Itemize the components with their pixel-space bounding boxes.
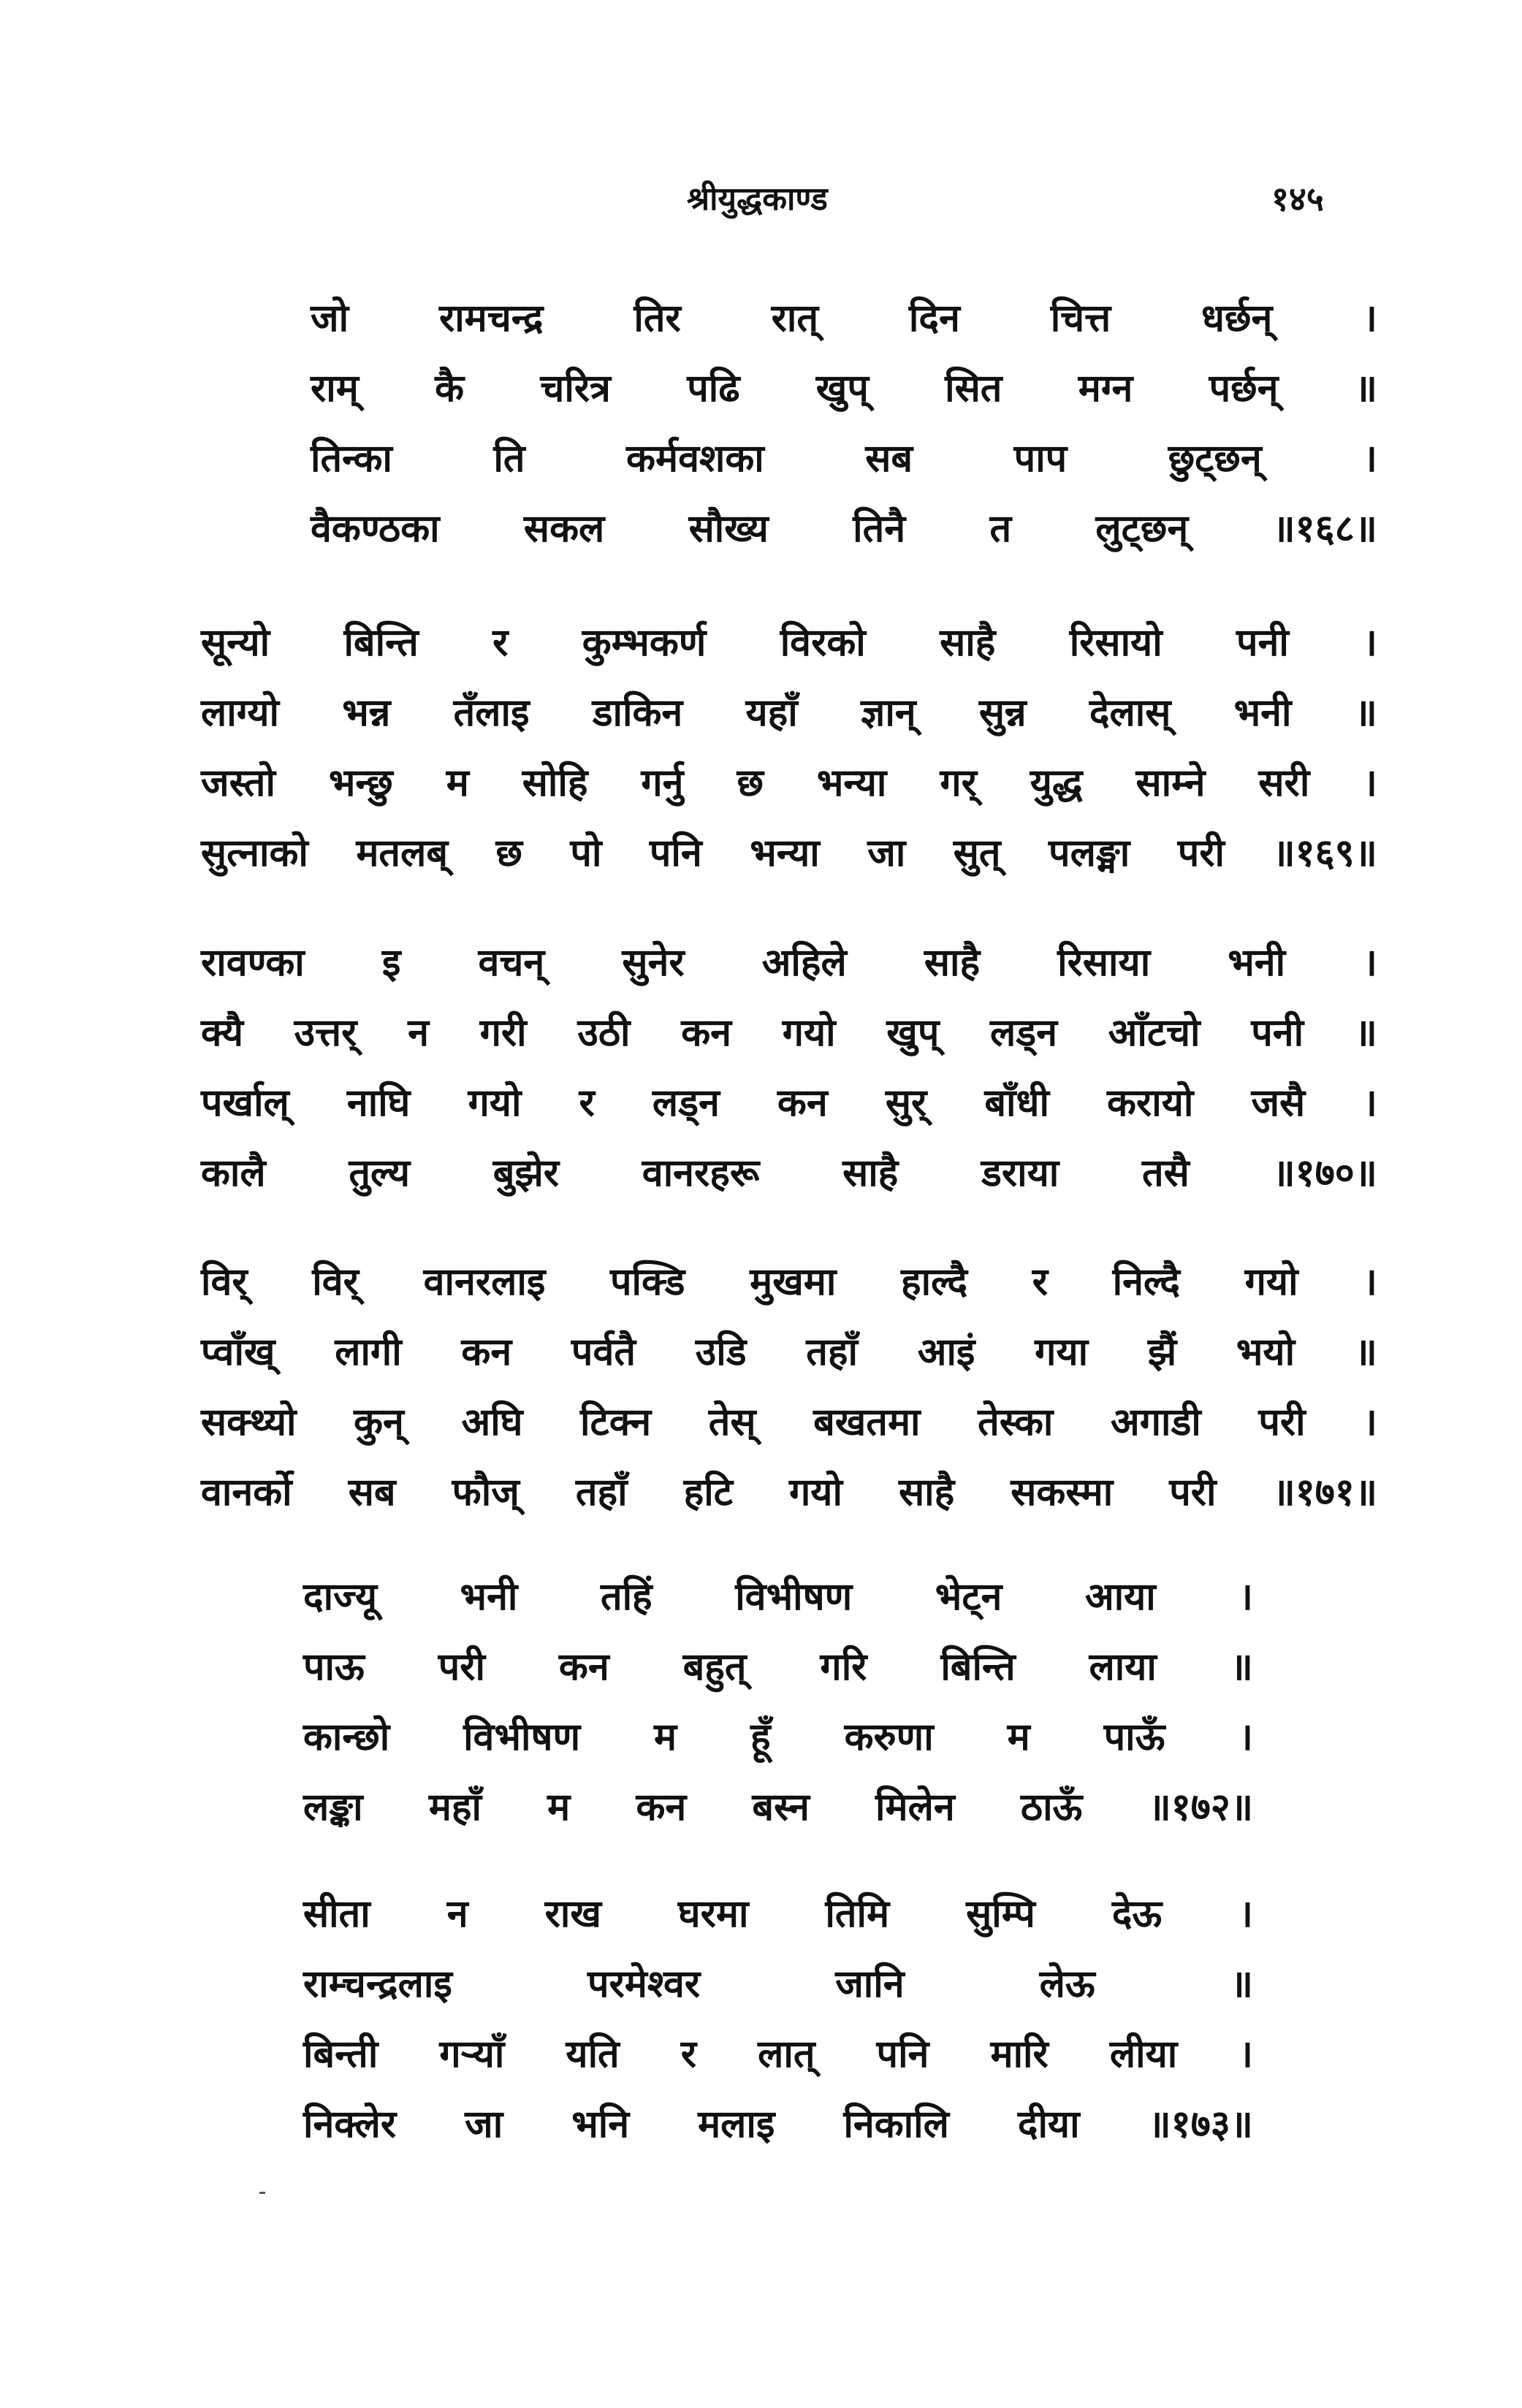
verse-word: लड्न [652,1081,720,1125]
verse-word: अगाडी [1110,1401,1201,1444]
stanza-170 [201,935,1377,1216]
stanza-172 [303,1569,1253,1850]
verse-word: सब [348,1471,396,1514]
verse-word: तँलाइ [453,691,530,735]
verse-word: कुन् [354,1401,404,1444]
verse-word: पर्वतै [571,1330,636,1374]
verse-word: डराया [981,1151,1059,1195]
verse-word: । [1363,297,1377,340]
verse-word: परी [1177,831,1225,875]
verse-word: लाग्यो [201,691,279,735]
verse-word: ॥१७३॥ [1148,2103,1253,2146]
verse-word: चरित्र [540,367,611,411]
verse-word: लाया [1089,1645,1157,1689]
verse-word: सीता [303,1892,370,1936]
verse-word: आँटचो [1108,1011,1201,1055]
verse-word: ज्ञान् [860,691,916,735]
verse-word: यहाँ [745,691,798,735]
page-number: १४५ [1271,179,1324,218]
verse-word: मतलब् [356,831,449,875]
verse-word: ॥ [1230,1645,1253,1689]
verse-line [303,1780,1253,1850]
verse-word: र [1032,1260,1049,1304]
verse-word: परी [1258,1401,1306,1444]
verse-word: फौज् [452,1471,520,1514]
verse-word: परी [438,1645,485,1689]
verse-word: सकस्मा [1011,1471,1114,1514]
verse-line [303,2097,1253,2167]
verse-word: नाघि [346,1081,411,1125]
verse-word: लीया [1109,2032,1178,2076]
verse-word: गयो [782,1011,836,1055]
verse-word: बाँधी [984,1081,1049,1125]
verse-word: तेस्का [978,1401,1054,1444]
verse-line [303,1886,1253,1956]
verse-word: छ [737,761,764,805]
verse-word: साहै [842,1151,899,1195]
verse-word: उठी [577,1011,631,1055]
verse-line [201,1465,1377,1535]
verse-word: कन [558,1645,609,1689]
verse-line [201,1395,1377,1465]
verse-word: कन [777,1081,828,1125]
verse-word: विर् [312,1260,359,1304]
verse-word: पर्छन् [1209,367,1279,411]
verse-word: बुझेर [492,1151,560,1195]
verse-word: तहिं [600,1575,652,1619]
verse-line [201,1005,1377,1075]
verse-word: तहाँ [806,1330,859,1374]
verse-word: मिलेन [875,1786,955,1829]
verse-word: म [1007,1715,1030,1759]
verse-word: पो [570,831,602,875]
verse-word: । [1363,761,1377,805]
verse-word: लेऊ [1039,1962,1095,2006]
verse-word: बिन्ती [303,2032,378,2076]
verse-word: ठाऊँ [1020,1786,1083,1829]
verse-word: तेस् [708,1401,756,1444]
verse-word: मलाइ [698,2103,775,2146]
verse-word: सक्थ्यो [201,1401,297,1444]
verse-word: निक्लेर [303,2103,397,2146]
verse-word: पक्डि [610,1260,685,1304]
verse-word: तहाँ [575,1471,628,1514]
verse-word: गया [1035,1330,1089,1374]
verse-word: उत्तर् [294,1011,357,1055]
verse-word: जानि [835,1962,905,2006]
verse-word: । [1238,1715,1253,1759]
verse-word: तुल्य [349,1151,410,1195]
verse-word: साहै [898,1471,955,1514]
verse-word: देलास् [1089,691,1171,735]
verse-word: आया [1084,1575,1156,1619]
verse-word: हाल्दै [900,1260,968,1304]
verse-word: वानरलाइ [423,1260,546,1304]
verse-word: अहिले [761,941,847,985]
verse-line [311,501,1377,571]
verse-line [201,1254,1377,1325]
verse-word: । [1238,1575,1253,1619]
verse-word: र [492,621,509,665]
verse-word: जस्तो [201,761,275,805]
verse-word: तिन्का [311,437,392,481]
verse-word: सुम्पि [966,1892,1035,1936]
verse-word: राम्चन्द्रलाइ [303,1962,452,2006]
verse-word: दिन [908,297,960,340]
verse-word: लड्न [990,1011,1057,1055]
verse-word: गर् [940,761,977,805]
verse-word: । [1238,2032,1253,2076]
verse-word: कन [636,1786,687,1829]
verse-word: राख [544,1892,601,1936]
verse-word: पनि [649,831,702,875]
verse-word: गरि [820,1645,867,1689]
verse-word: लागी [335,1330,402,1374]
verse-line [201,755,1377,826]
verse-word: सौख्य [688,507,769,551]
verse-line [201,1325,1377,1395]
verse-word: दीया [1017,2103,1080,2146]
verse-word: खुप् [815,367,869,411]
verse-line [311,291,1377,361]
verse-word: अघि [461,1401,523,1444]
verse-word: साम्ने [1135,761,1206,805]
verse-word: साहै [924,941,981,985]
verse-line [303,1639,1253,1710]
verse-word: र [579,1081,595,1125]
verse-word: भनी [1228,941,1286,985]
verse-word: पाऊँ [1103,1715,1165,1759]
verse-word: र [680,2032,697,2076]
verse-word: पनी [1251,1011,1304,1055]
verse-word: कन [681,1011,731,1055]
verse-word: मारि [990,2032,1049,2076]
verse-line [201,1075,1377,1146]
verse-word: चित्त [1050,297,1111,340]
verse-word: सून्यो [201,621,270,665]
verse-word: कुम्भकर्ण [582,621,707,665]
verse-word: गयो [468,1081,522,1125]
verse-word: न [446,1892,468,1936]
verse-line [303,1569,1253,1639]
verse-word: गरी [479,1011,527,1055]
verse-word: । [1363,1401,1377,1444]
verse-word: बहुत् [682,1645,747,1689]
verse-word: सकल [523,507,605,551]
verse-word: आइं [917,1330,975,1374]
verse-word: परमेश्वर [587,1962,701,2006]
verse-word: डाकिन [592,691,683,735]
verse-word: विभीषण [463,1715,581,1759]
verse-word: पलङ्मा [1049,831,1130,875]
verse-word: हटि [683,1471,733,1514]
verse-word: म [654,1715,677,1759]
verse-line [311,431,1377,501]
verse-word: जा [465,2103,503,2146]
verse-word: महाँ [428,1786,482,1829]
verse-word: मग्न [1078,367,1133,411]
verse-word: घरमा [677,1892,749,1936]
verse-word: । [1363,1081,1377,1125]
verse-word: देऊ [1111,1892,1163,1936]
verse-word: परी [1169,1471,1217,1514]
verse-word: गयो [789,1471,842,1514]
verse-word: ति [493,437,525,481]
verse-word: भयो [1236,1330,1295,1374]
verse-word: राम् [311,367,359,411]
stanza-173 [303,1886,1253,2167]
verse-word: वानरहरू [642,1151,760,1195]
verse-word: तिमि [825,1892,890,1936]
verse-word: रिसाया [1057,941,1151,985]
verse-word: बस्न [752,1786,810,1829]
verse-word: ॥ [1354,1011,1377,1055]
verse-line [201,1146,1377,1216]
verse-line [303,1956,1253,2027]
verse-word: लुट्छन् [1095,507,1189,551]
verse-line [311,361,1377,431]
verse-word: म [446,761,469,805]
verse-word: गर्‍याँ [439,2032,505,2076]
verse-word: भनि [571,2103,630,2146]
verse-word: । [1363,1260,1377,1304]
verse-word: निल्दै [1112,1260,1181,1304]
verse-word: करुणा [844,1715,934,1759]
verse-word: रात् [771,297,819,340]
verse-word: भन्या [816,761,887,805]
verse-line [201,826,1377,896]
verse-word: । [1363,621,1377,665]
verse-word: पढि [687,367,740,411]
verse-word: धर्छन् [1201,297,1273,340]
verse-word: कै [435,367,465,411]
verse-word: म [547,1786,571,1829]
verse-line [201,615,1377,685]
verse-word: ॥१६९॥ [1272,831,1377,875]
verse-word: वैकण्ठका [311,507,440,551]
verse-word: । [1363,437,1377,481]
verse-word: जो [311,297,349,340]
verse-word: खुप् [886,1011,940,1055]
verse-word: भन्न [342,691,391,735]
verse-word: विभीषण [735,1575,853,1619]
verse-word: सुत् [953,831,1001,875]
verse-word: ॥ [1354,1330,1377,1374]
verse-word: सुनेर [622,941,685,985]
verse-word: क्यै [201,1011,243,1055]
verse-word: मुखमा [750,1260,837,1304]
verse-word: ॥१६८॥ [1272,507,1377,551]
verse-line [303,1710,1253,1780]
verse-word: प्वाँख् [201,1330,275,1374]
verse-word: भेट्न [935,1575,1002,1619]
verse-word: ॥ [1230,1962,1253,2006]
verse-word: छुट्छन् [1168,437,1262,481]
page-header [0,175,1522,248]
verse-word: जा [867,831,906,875]
verse-word: पर्खाल् [201,1081,289,1125]
verse-word: हूँ [750,1715,771,1759]
stanza-168 [311,291,1377,571]
verse-word: सरी [1258,761,1310,805]
verse-word: करायो [1107,1081,1194,1125]
verse-word: लात् [758,2032,815,2076]
verse-word: रिसायो [1069,621,1163,665]
verse-word: दाज्यू [303,1575,377,1619]
verse-word: इ [381,941,401,985]
running-head: श्रीयुद्धकाण्ड [687,180,828,218]
stray-ink-mark [259,2192,265,2194]
verse-word: त [989,507,1012,551]
verse-word: ॥ [1354,367,1377,411]
verse-word: ॥१७०॥ [1272,1151,1377,1195]
verse-word: विर् [201,1260,248,1304]
verse-word: उडि [695,1330,747,1374]
verse-word: कन [461,1330,512,1374]
verse-word: कालै [201,1151,266,1195]
verse-word: झैं [1147,1330,1177,1374]
verse-word: सुत्नाको [201,831,308,875]
verse-word: टिक्न [580,1401,652,1444]
verse-word: साहै [940,621,996,665]
verse-word: । [1363,941,1377,985]
verse-word: भनी [1233,691,1292,735]
verse-word: भन्छु [328,761,393,805]
verse-word: भनी [460,1575,518,1619]
verse-word: गर्नु [641,761,684,805]
verse-word: पाऊ [303,1645,365,1689]
verse-word: ॥१७२॥ [1148,1786,1253,1829]
verse-word: यति [566,2032,620,2076]
stanza-169 [201,615,1377,896]
verse-line [201,935,1377,1005]
verse-word: तिर [633,297,681,340]
verse-word: ॥१७१॥ [1272,1471,1377,1514]
verse-word: कर्मवशका [626,437,764,481]
verse-word: ॥ [1354,691,1377,735]
verse-line [303,2027,1253,2097]
verse-word: रावण्का [201,941,305,985]
verse-word: छ [495,831,522,875]
verse-word: निकालि [843,2103,949,2146]
verse-word: तिनै [853,507,906,551]
verse-word: सित [945,367,1002,411]
verse-word: न [408,1011,429,1055]
verse-word: सोहि [522,761,588,805]
verse-word: लङ्का [303,1786,363,1829]
verse-word: वानर्को [201,1471,292,1514]
verse-line [201,685,1377,755]
verse-word: पनि [876,2032,929,2076]
verse-word: पनी [1236,621,1289,665]
verse-word: युद्ध [1030,761,1083,805]
verse-word: कान्छो [303,1715,390,1759]
verse-word: बखतमा [813,1401,921,1444]
verse-word: सब [865,437,913,481]
verse-word: पाप [1013,437,1068,481]
verse-word: गयो [1244,1260,1298,1304]
verse-word: बिन्ति [940,1645,1016,1689]
verse-word: सुन्न [978,691,1027,735]
stanza-171 [201,1254,1377,1535]
verse-word: तसै [1141,1151,1190,1195]
verse-word: सुर् [885,1081,927,1125]
verse-word: विरको [780,621,866,665]
verse-word: रामचन्द्र [438,297,544,340]
verse-word: जसै [1251,1081,1306,1125]
verse-word: वचन् [478,941,545,985]
verse-word: भन्या [750,831,820,875]
verse-word: । [1238,1892,1253,1936]
verse-word: बिन्ति [343,621,419,665]
